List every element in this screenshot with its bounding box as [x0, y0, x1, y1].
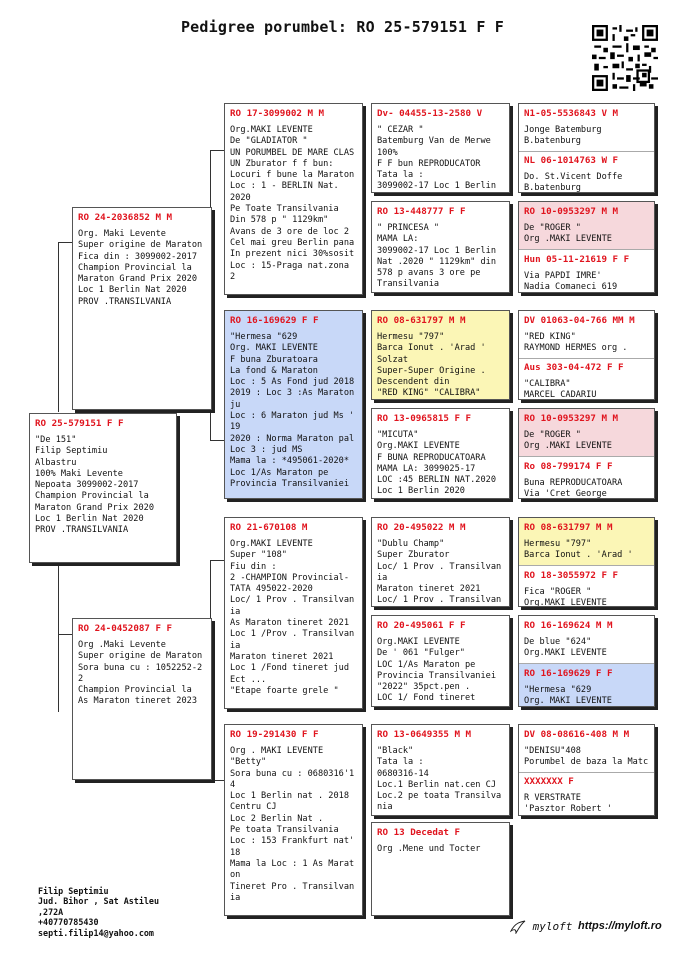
- ancestor-pair-card[interactable]: [518, 408, 655, 499]
- ring-number: RO 16-169624 M M: [524, 620, 613, 631]
- ring-number: N1-05-5536843 V M: [524, 108, 619, 119]
- connector-line: [58, 634, 72, 635]
- qr-code-icon: [592, 25, 658, 91]
- pigeon-info: "Hermesa "629 Org. MAKI LEVENTE: [524, 684, 612, 706]
- ancestor-pair-card[interactable]: [518, 517, 655, 607]
- ring-number: RO 10-0953297 M M: [524, 413, 619, 424]
- pigeon-info: Do. St.Vicent Doffe B.batenburg: [524, 171, 623, 193]
- grandparent-card[interactable]: [224, 103, 363, 295]
- pigeon-info: "MICUTA" Org.MAKI LEVENTE F BUNA REPRODUCATOARA MAMA LA: 3099025-17 LOC :45 BERLIN NAT.2020 Loc 1 Berlin 2020: [377, 430, 496, 497]
- pigeon-info: Org .Mene und Tocter: [377, 844, 481, 854]
- brand-logo: [510, 920, 572, 934]
- pigeon-info: Buna REPRODUCATOARA Via 'Cret George: [524, 477, 623, 499]
- ring-number: RO 20-495022 M M: [377, 522, 466, 533]
- ring-number: Ro 08-799174 F F: [524, 460, 613, 472]
- great-grandparent-card[interactable]: [371, 724, 510, 816]
- pigeon-info: Hermesu "797" Barca Ionut . 'Arad ' Solzat Super-Super Origine . Descendent din "RED KING" "CALIBRA": [377, 332, 486, 399]
- pigeon-info: Hermesu "797" Barca Ionut . 'Arad ': [524, 539, 633, 561]
- pigeon-info: Org . MAKI LEVENTE "Betty" Sora buna cu : 0680316'1 4 Loc 1 Berlin nat . 2018 Centru CJ Loc 2 Berlin Nat . Pe toata Transilvania Loc : 153 Frankfurt nat' 18 Mama la Loc : 1 As Marat on Tineret Pro . Transilvan ia: [230, 746, 355, 903]
- ring-number: RO 19-291430 F F: [230, 729, 319, 740]
- ring-number: RO 13 Decedat F: [377, 827, 460, 838]
- pigeon-info: "RED KING" RAYMOND HERMES org .: [524, 332, 628, 354]
- ring-number: RO 20-495061 F F: [377, 620, 466, 631]
- ring-number: DV 01063-04-766 MM M: [524, 315, 635, 326]
- pigeon-info: " CEZAR " Batemburg Van de Merwe 100% F F bun REPRODUCATOR Tata la : 3099002-17 Loc 1 Berlin: [377, 125, 496, 192]
- ring-number: DV 08-08616-408 M M: [524, 729, 630, 740]
- ring-number: RO 21-670108 M: [230, 522, 308, 533]
- logo-text: myloft: [532, 920, 573, 933]
- pigeon-info: Via PAPDI IMRE' Nadia Comaneci 619: [524, 270, 618, 292]
- pigeon-info: Org. Maki Levente Super origine de Maraton Fica din : 3099002-2017 Champion Provincial la Maraton Grand Prix 2020 Loc 1 Berlin Nat 2020 PROV .TRANSILVANIA: [78, 229, 203, 307]
- pigeon-info: "DENISU"408 Porumbel de baza la Matc: [524, 746, 649, 768]
- pigeon-info: R VERSTRATE 'Pasztor Robert ': [524, 792, 612, 814]
- website-link[interactable]: https://myloft.ro: [578, 920, 662, 932]
- ring-number: Hun 05-11-21619 F F: [524, 253, 630, 265]
- pigeon-info: De "ROGER " Org .MAKI LEVENTE: [524, 430, 612, 452]
- connector-line: [58, 562, 59, 712]
- ring-number: RO 10-0953297 M M: [524, 206, 619, 217]
- ring-number: RO 13-0965815 F F: [377, 413, 472, 424]
- pigeon-info: "De 151" Filip Septimiu Albastru 100% Maki Levente Nepoata 3099002-2017 Champion Provincial la Maraton Grand Prix 2020 Loc 1 Berlin Nat 2020 PROV .TRANSILVANIA: [35, 435, 154, 536]
- great-grandparent-card[interactable]: [371, 310, 510, 400]
- great-grandparent-card[interactable]: [371, 103, 510, 193]
- pigeon-info: "CALIBRA" MARCEL CADARIU: [524, 378, 597, 400]
- great-grandparent-card[interactable]: [371, 201, 510, 293]
- great-grandparent-card[interactable]: [371, 615, 510, 707]
- ring-number: RO 16-169629 F F: [230, 315, 319, 326]
- pigeon-info: Org.MAKI LEVENTE De ' 061 "Fulger" LOC 1/As Maraton pe Provincia Transilvaniei "2022" 35pct.pen . LOC 1/ Fond tineret: [377, 637, 496, 704]
- pigeon-info: Fica "ROGER " Org.MAKI LEVENTE: [524, 586, 607, 607]
- pigeon-info: De "ROGER " Org .MAKI LEVENTE: [524, 223, 612, 245]
- dam-card[interactable]: [72, 618, 212, 780]
- great-grandparent-card[interactable]: [371, 822, 510, 916]
- pigeon-info: "Dublu Champ" Super Zburator Loc/ 1 Prov . Transilvan ia Maraton tineret 2021 Loc/ 1 Prov . Transilvan: [377, 539, 502, 606]
- ring-number: XXXXXXX F: [524, 775, 574, 787]
- ring-number: NL 06-1014763 W F: [524, 154, 619, 166]
- ancestor-pair-card[interactable]: [518, 724, 655, 816]
- connector-line: [210, 440, 224, 441]
- ring-number: Dv- 04455-13-2580 V: [377, 108, 483, 119]
- connector-line: [58, 242, 59, 412]
- sire-card[interactable]: [72, 207, 212, 410]
- ring-number: Aus 303-04-472 F F: [524, 361, 624, 373]
- connector-line: [210, 780, 224, 781]
- ancestor-pair-card[interactable]: [518, 201, 655, 293]
- ancestor-pair-card[interactable]: [518, 103, 655, 193]
- great-grandparent-card[interactable]: [371, 517, 510, 607]
- grandparent-card[interactable]: [224, 724, 363, 916]
- pigeon-info: De blue "624" Org.MAKI LEVENTE: [524, 637, 607, 659]
- owner-contact: Filip Septimiu Jud. Bihor , Sat Astileu ,272A +40770785430 septi.filip14@yahoo.com: [38, 886, 160, 938]
- pigeon-info: "Hermesa "629 Org. MAKI LEVENTE F buna Zburatoara La fond & Maraton Loc : 5 As Fond jud 2018 2019 : Loc 3 :As Maraton ju Loc : 6 Maraton jud Ms ' 19 2020 : Norma Maraton pal Loc 3 : jud MS Mama la : *495061-2020* Loc 1/As Maraton pe Provincia Transilvaniei: [230, 332, 355, 489]
- ring-number: RO 13-448777 F F: [377, 206, 466, 217]
- ring-number: RO 16-169629 F F: [524, 667, 613, 679]
- connector-line: [210, 150, 224, 151]
- pigeon-info: Org.MAKI LEVENTE Super "108" Fiu din : 2 -CHAMPION Provincial- TATA 495022-2020 Loc/ 1 Prov . Transilvan ia As Maraton tineret 2021 Loc 1 /Prov . Transilvan ia Maraton tineret 2021 Loc 1 /Fond tineret jud Ect ... "Etape foarte grele ": [230, 539, 355, 696]
- subject-card[interactable]: [29, 413, 177, 563]
- ring-number: RO 24-2036852 M M: [78, 212, 173, 223]
- ancestor-pair-card[interactable]: [518, 310, 655, 400]
- great-grandparent-card[interactable]: [371, 408, 510, 499]
- pigeon-info: Org .Maki Levente Super origine de Maraton Sora buna cu : 1052252-2 2 Champion Provincial la As Maraton tineret 2023: [78, 640, 203, 707]
- pigeon-logo-icon: [510, 920, 526, 934]
- ring-number: RO 17-3099002 M M: [230, 108, 325, 119]
- ring-number: RO 08-631797 M M: [524, 522, 613, 533]
- pigeon-info: Org.MAKI LEVENTE De "GLADIATOR " UN PORUMBEL DE MARE CLAS UN Zburator f f bun: Locuri f bune la Maraton Loc : 1 - BERLIN Nat. 2020 Pe Toate Transilvania Din 578 p " 1129km" Avans de 3 ore de loc 2 Cel mai greu Berlin pana In prezent nici 30%sosit Loc : 15-Praga nat.zona 2: [230, 125, 355, 282]
- grandparent-card[interactable]: [224, 310, 363, 499]
- pigeon-info: "Black" Tata la : 0680316-14 Loc.1 Berlin nat.cen CJ Loc.2 pe toata Transilva nia: [377, 746, 502, 813]
- ring-number: RO 08-631797 M M: [377, 315, 466, 326]
- ring-number: RO 13-0649355 M M: [377, 729, 472, 740]
- grandparent-card[interactable]: [224, 517, 363, 709]
- pigeon-info: " PRINCESA " MAMA LA: 3099002-17 Loc 1 Berlin Nat .2020 " 1129km" din 578 p avans 3 ore pe Transilvania: [377, 223, 496, 290]
- ancestor-pair-card[interactable]: [518, 615, 655, 707]
- ring-number: RO 24-0452087 F F: [78, 623, 173, 634]
- page-title: Pedigree porumbel: RO 25-579151 F F: [180, 18, 505, 36]
- connector-line: [210, 560, 224, 561]
- connector-line: [58, 242, 72, 243]
- pigeon-info: Jonge Batemburg B.batenburg: [524, 125, 602, 147]
- ring-number: RO 25-579151 F F: [35, 418, 124, 429]
- ring-number: RO 18-3055972 F F: [524, 569, 619, 581]
